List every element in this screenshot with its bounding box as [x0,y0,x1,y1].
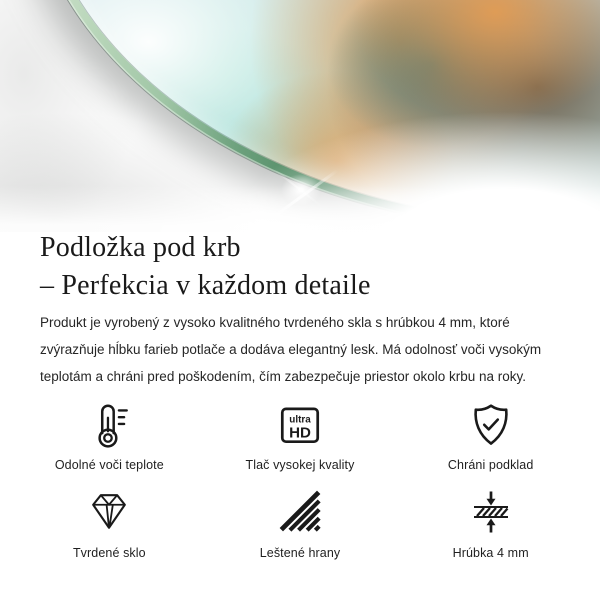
feature-label: Leštené hrany [259,546,341,560]
product-description: Produkt je vyrobený z vysoko kvalitného tvrdeného skla s hrúbkou 4 mm, ktoré zvýrazňuje hĺbku farieb potlače a dodáva elegantný lesk. Má odolnosť voči vysokým teplotám a chráni pred poškodením, čím zabezpečuje priestor okolo krbu na roky. [40,315,542,384]
hero-product-image [0,0,600,232]
page-title-line1: Podložka pod krb [40,232,241,263]
feature-tempered-glass [14,488,205,560]
white-fade-overlay [0,0,600,232]
feature-label: Tvrdené sklo [72,546,146,560]
page-title [40,229,371,305]
diamond-icon [86,488,132,543]
ultra-hd-badge-top: ultra [289,414,311,426]
feature-label: Hrúbka 4 mm [452,546,529,560]
polished-edges-icon [277,488,323,543]
feature-label: Odolné voči teplote [54,458,164,472]
feature-label: Tlač vysokej kvality [245,458,355,472]
thickness-icon [467,488,515,543]
thermometer-icon [84,400,134,455]
feature-label: Chráni podklad [447,458,534,472]
feature-protects-floor [395,400,586,472]
ultra-hd-icon [275,400,325,455]
feature-polished-edges [205,488,396,560]
page-title-line2: – Perfekcia v každom detaile [40,270,371,301]
feature-heat-resistant [14,400,205,472]
feature-grid [14,400,586,560]
feature-print-quality [205,400,396,472]
ultra-hd-badge-bottom: HD [289,424,311,442]
feature-thickness [395,488,586,560]
shield-check-icon [466,400,516,455]
